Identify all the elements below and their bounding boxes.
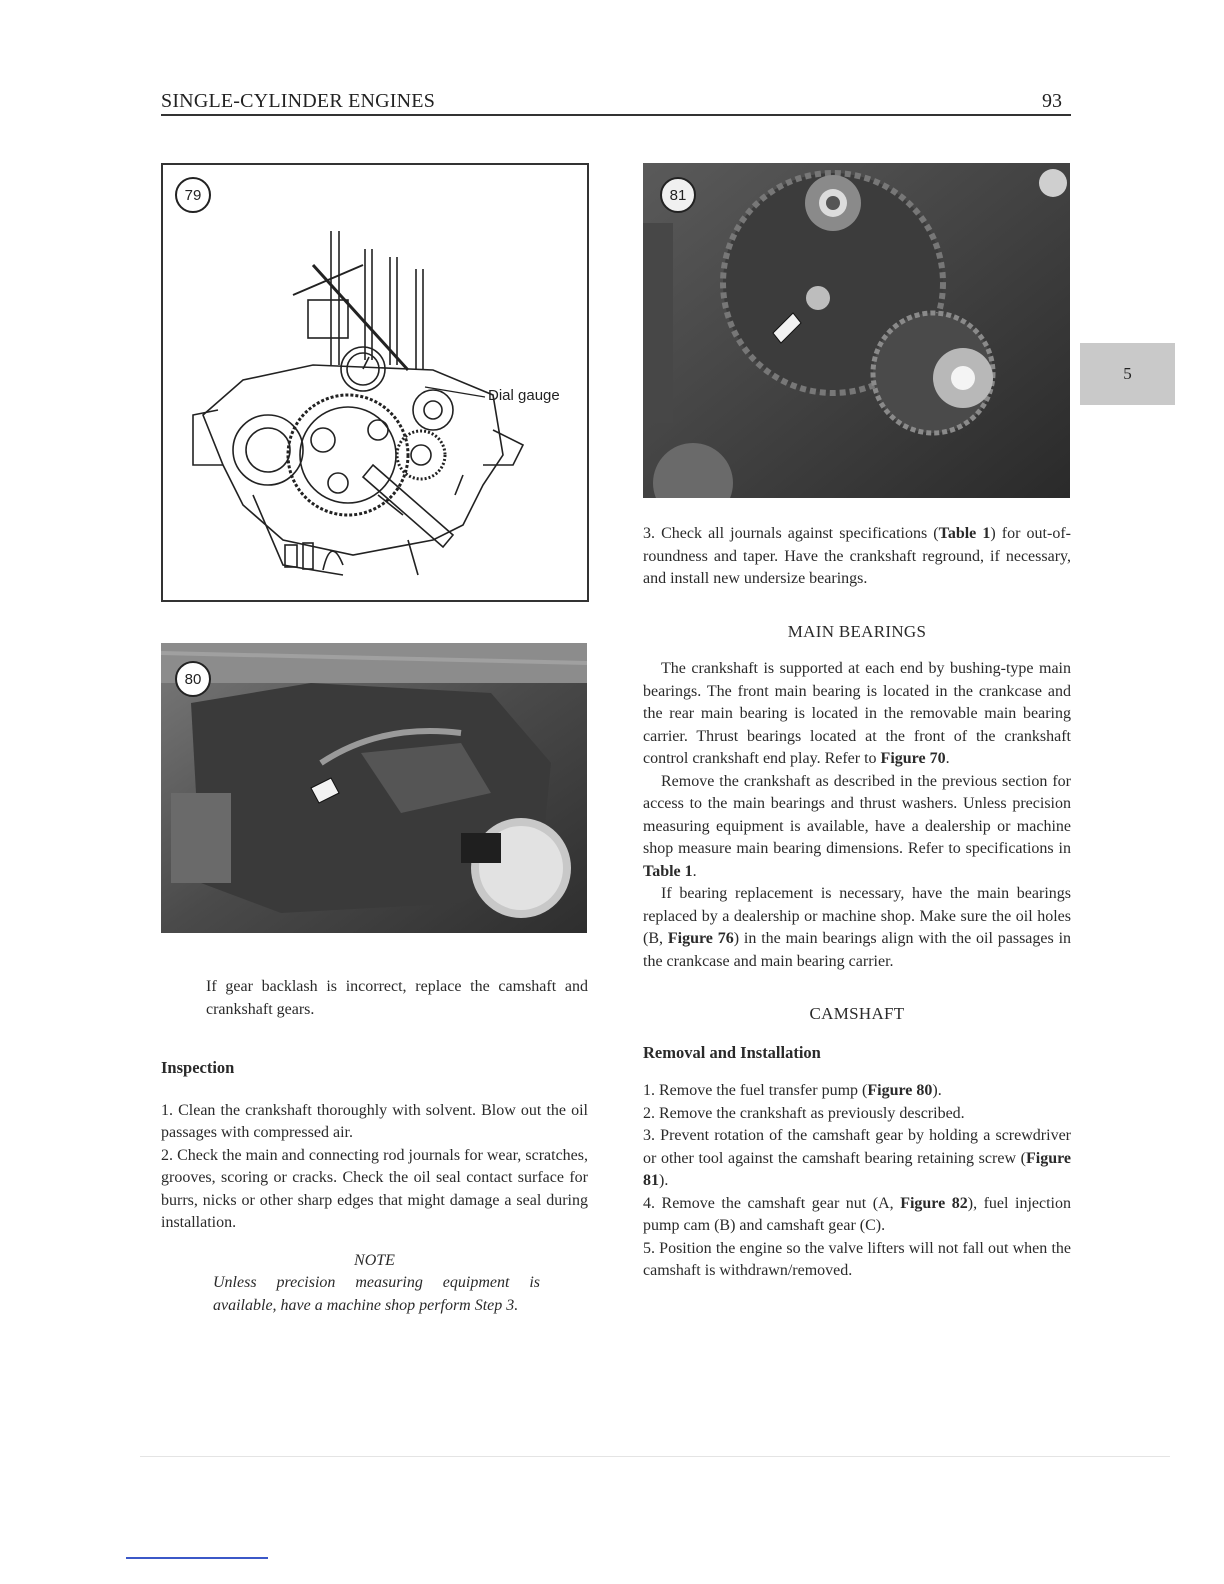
removal-step-1: 1. Remove the fuel transfer pump (Figure 80). — [643, 1082, 942, 1099]
removal-installation-heading: Removal and Installation — [643, 1042, 821, 1062]
figure-82-ref: Figure 82 — [900, 1194, 968, 1212]
figure-80 — [161, 643, 587, 933]
right-column — [643, 523, 1071, 1283]
inspection-section — [161, 1057, 588, 1317]
gear-backlash-text: If gear backlash is incorrect, replace the camshaft and crankshaft gears. — [206, 978, 588, 1018]
figure-81-ref: Figure 81 — [643, 1149, 1071, 1189]
footer-rule — [126, 1557, 268, 1559]
figure-number-80: 80 — [175, 661, 211, 697]
chapter-tab: 5 — [1080, 343, 1175, 405]
figure-70-ref: Figure 70 — [880, 750, 946, 767]
dial-gauge-label: Dial gauge — [488, 387, 560, 404]
main-bearings-heading: MAIN BEARINGS — [787, 621, 927, 641]
figure-number-81: 81 — [660, 177, 696, 213]
removal-step-3: 3. Prevent rotation of the camshaft gear by holding a screwdriver or other tool against the camshaft bearing retaining screw (Figure 81). — [643, 1127, 1071, 1189]
note-title: NOTE — [354, 1251, 395, 1269]
camshaft-heading: CAMSHAFT — [809, 1004, 905, 1023]
main-bearings-para-3: If bearing replacement is necessary, have the main bearings replaced by a dealership or machine shop. Make sure the oil holes (B, Figure 76) in the main bearings align with the oil passages in the crankcase and main bearing carrier. — [643, 885, 1072, 970]
header-rule — [161, 114, 1071, 116]
main-bearings-para-2: Remove the crankshaft as described in the previous section for access to the main bearings and thrust washers. Unless precision measuring equipment is available, have a dealership or machine shop measure main bearing dimensions. Refer to specifications in Table 1. — [643, 772, 1071, 880]
removal-step-4: 4. Remove the camshaft gear nut (A, Figure 82), fuel injection pump cam (B) and camshaft gear (C). — [643, 1194, 1071, 1234]
figure-number-79: 79 — [175, 177, 211, 213]
table-1-ref: Table 1 — [938, 525, 991, 542]
inspection-heading: Inspection — [161, 1058, 235, 1077]
note-body: Unless precision measuring equipment is available, have a machine shop perform Step 3. — [213, 1274, 540, 1314]
camshaft-gear-photo — [643, 163, 1070, 498]
figure-76-ref: Figure 76 — [667, 930, 734, 947]
page-number: 93 — [1042, 90, 1062, 112]
figure-79 — [161, 163, 589, 602]
figure-80-ref: Figure 80 — [867, 1082, 933, 1099]
bottom-faint-rule — [140, 1456, 1170, 1457]
removal-step-5: 5. Position the engine so the valve lifters will not fall out when the camshaft is withdrawn/removed. — [643, 1239, 1071, 1279]
main-bearings-para-1: The crankshaft is supported at each end by bushing-type main bearings. The front main bearing is located in the crankcase and the rear main bearing is located in the removable main bearing carrier. Thrust bearings located at the front of the crankshaft control crankshaft end play. Refer to Figure 70. — [643, 660, 1071, 767]
inspection-step-3: 3. Check all journals against specifications (Table 1) for out-of-roundness and taper. Have the crankshaft reground, if necessary, and install new undersize bearings. — [643, 525, 1071, 587]
figure-81 — [643, 163, 1070, 498]
removal-step-2: 2. Remove the crankshaft as previously described. — [643, 1104, 965, 1122]
left-column-lower — [206, 976, 588, 1021]
inspection-step-2: 2. Check the main and connecting rod journals for wear, scratches, grooves, scoring or cracks. Check the oil seal contact surface for burrs, nicks or other sharp edges that might damage a seal during installation. — [161, 1146, 588, 1231]
engine-gear-drawing — [163, 165, 587, 600]
table-1-ref-2: Table 1 — [643, 862, 693, 880]
fuel-pump-photo — [161, 643, 587, 933]
running-header-title: SINGLE-CYLINDER ENGINES — [161, 90, 436, 112]
inspection-step-1: 1. Clean the crankshaft thoroughly with solvent. Blow out the oil passages with compressed air. — [161, 1101, 588, 1141]
